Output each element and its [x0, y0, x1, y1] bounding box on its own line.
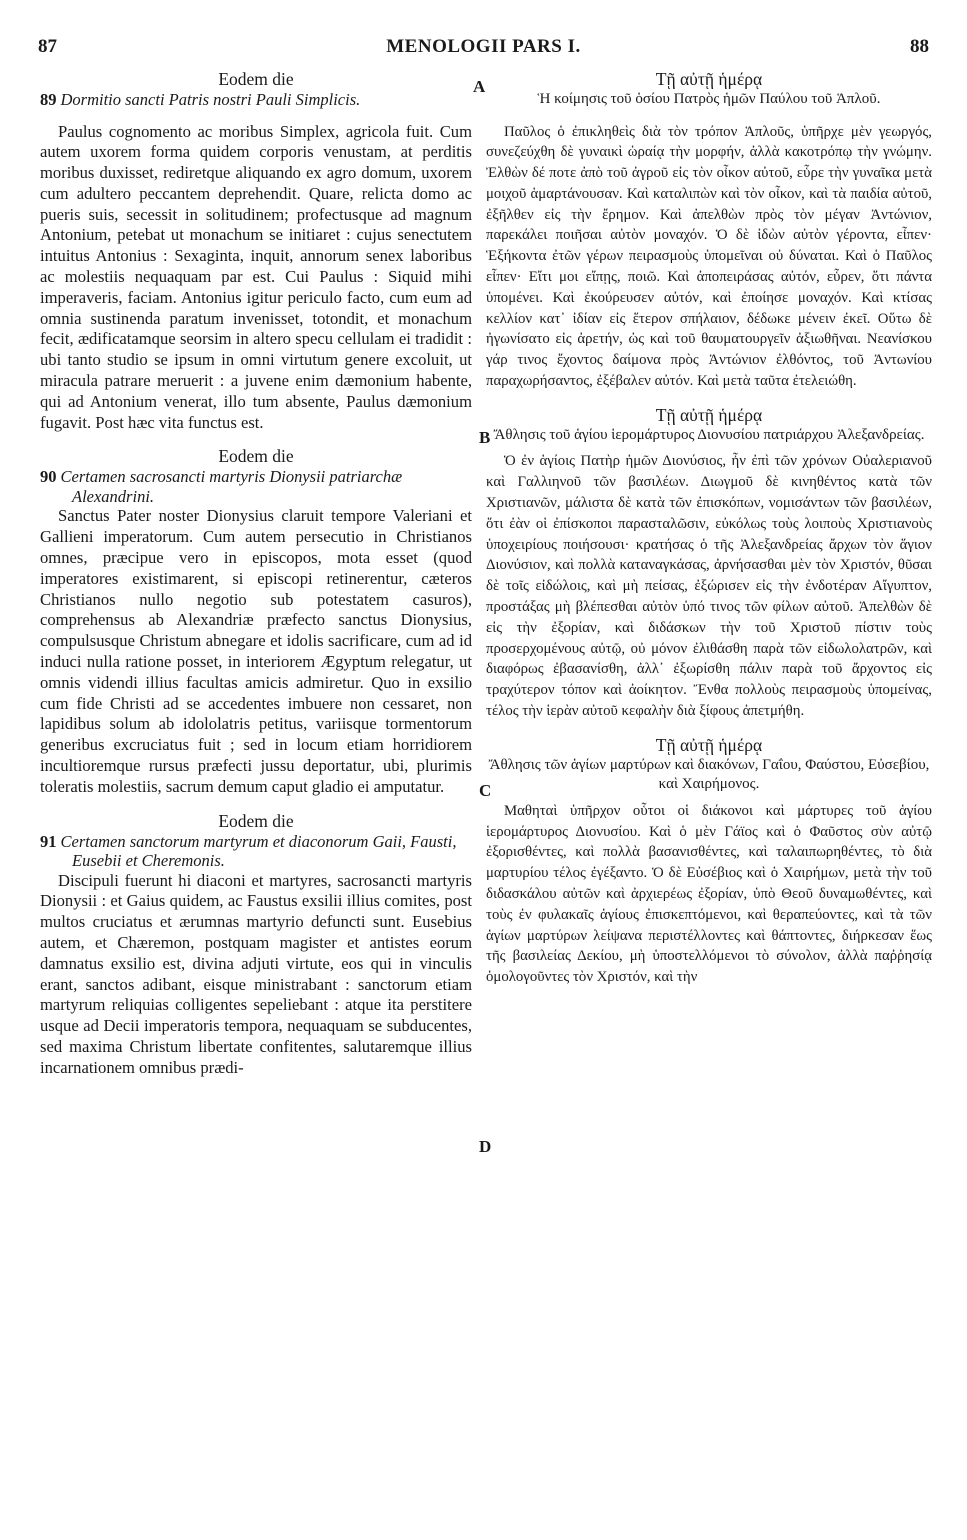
section-heading: Τῇ αὐτῇ ἡμέρᾳ [655, 404, 763, 425]
section-title [40, 90, 472, 110]
running-header [30, 36, 937, 62]
section-title-text: Dormitio sancti Patris nostri Pauli Simplicis. [60, 90, 361, 109]
page-number-left: 87 [38, 36, 57, 57]
section-number: 90 [40, 467, 57, 487]
page-number-right: 88 [910, 36, 929, 57]
section-title: Ἄθλησις τοῦ ἁγίου ἱερομάρτυρος Διονυσίου πατριάρχου Ἀλεξανδρείας. [493, 426, 925, 443]
section-title: Ἡ κοίμησις τοῦ ὁσίου Πατρὸς ἡμῶν Παύλου τοῦ Ἁπλοῦ. [537, 91, 881, 107]
margin-letter-b: B [479, 428, 491, 447]
section-body: Paulus cognomento ac moribus Simplex, agricola fuit. Cum autem uxorem forma quidem corporis venustam, at perditis moribus duxisset, rediretque aliquando ex agro domum, uxorem cum adultero peccantem deprehendit. Quare, relicta domo ac pueris suis, secessit in solitudinem; profectusque ad magnum Antonium, petebat ut monachum se initiaret : cujus senectutem intuitus Antonius : Sexaginta, inquit, annorum senex laboribus ac molestiis nequaquam par est. Cui Paulus : Siquid mihi imperaveris, faciam. Antonius igitur periculo facto, cum eum ad omnia sustinenda paratum invenisset, totondit, et monachum fecit, ædificatamque seorsim in altero specu cellulam ei tradidit : ubi tanto studio se ipsum in omni virtutum genere excoluit, ut miracula patrare meruerit : a juvene enim dæmonium habente, qui ad Antonium venerat, illo tum absente, Paulus dæmonium fugavit. Post hæc vita functus est. [40, 121, 472, 432]
section-heading: Eodem die [218, 446, 294, 467]
section-title [40, 832, 472, 871]
latin-section-89 [40, 68, 472, 433]
section-number: 91 [40, 831, 57, 851]
section-title-text: Certamen sacrosancti martyris Dionysii patriarchæ Alexandrini. [60, 467, 403, 506]
greek-section-2 [486, 404, 932, 722]
latin-section-90 [40, 445, 472, 797]
section-heading: Eodem die [218, 810, 294, 831]
section-title-text: Certamen sanctorum martyrum et diaconorum Gaii, Fausti, Eusebii et Cheremonis. [60, 831, 457, 871]
latin-column [40, 68, 472, 1079]
section-heading: Τῇ αὐτῇ ἡμέρᾳ [655, 734, 763, 755]
greek-section-1 [486, 68, 932, 392]
section-body: Discipuli fuerunt hi diaconi et martyres, sacrosancti martyris Dionysii : et Gaius quidem, ac Faustus exsilii illius comites, post multos cruciatus et ærumnas martyrio defuncti sunt. Eusebius autem, et Chæremon, postquam magister et antistes eorum damnatus exsilio est, divina adjuti virtute, eos qui in vinculis erant, sanctos adibant, eisque ministrabant : sanctorum etiam martyrum reliquias colligentes sepeliebant : atque ita perstitere usque ad Decii imperatoris tempora, nequaquam se subducentes, sed maxima Christum libertate confitentes, salutaremque illius incarnationem omnibus prædi- [40, 870, 472, 1077]
section-number: 89 [40, 90, 57, 109]
section-body: Μαθηταὶ ὑπῆρχον οὗτοι οἱ διάκονοι καὶ μάρτυρες τοῦ ἁγίου ἱερομάρτυρος Διονυσίου. Καὶ ὁ μὲν Γάϊος καὶ ὁ Φαῦστος σὺν αὐτῷ ἐξορισθέντες, καὶ πολλὰ βασανισθέντες, καὶ ταλαιπωρηθέντες, τὸ διὰ μαρτυρίου τέλος ἐγέξαντο. Ὁ δὲ Εὐσέβιος καὶ ὁ Χαιρήμων, μετὰ τὴν τοῦ διδασκάλου αὐτῶν καὶ ἀρχιερέως ἐξορίαν, ὑπὸ Θεοῦ δυναμωθέντες, καὶ τοὺς ἐν φυλακαῖς ἁγίους ἐπισκεπτόμενοι, καὶ θεραπεύοντες, καὶ τὰ τῶν ἁγίων μαρτύρων λείψανα περιστέλλοντες καὶ θάπτοντες, διήρκεσαν ἕως τῆς βασιλείας Δεκίου, μὴ ὑποστελλόμενοι τὸ σύνολον, ἀλλὰ παῤῥησίᾳ ὁμολογοῦντες τὸν Χριστόν, καὶ τὴν [486, 802, 932, 986]
section-heading: Eodem die [218, 69, 294, 89]
section-heading: Τῇ αὐτῇ ἡμέρᾳ [655, 69, 763, 89]
section-body: Ὁ ἐν ἁγίοις Πατὴρ ἡμῶν Διονύσιος, ἦν ἐπὶ τῶν χρόνων Οὐαλεριανοῦ καὶ Γαλλιηνοῦ τῶν βασιλέων. Διωγμοῦ δὲ κινηθέντος κατὰ τῶν Χριστιανῶν, μάλιστα δὲ κατὰ τῶν ἐπισκόπων, νομισάντων τῶν βασιλέων, ὅτι ἐὰν οἱ ἐπίσκοποι παρασταλῶσιν, εὐκόλως τοὺς λοιποὺς Χριστιανοὺς ὑποχειρίους ποιήσουσι· κρατήσας ὁ τῆς Ἀλεξανδρείας ἄρχων τὸν ἅγιον Διονύσιον, καὶ πολλὰ καταναγκάσας, ἀρνήσασθαι μὲν τὸν Χριστόν, θῦσαι δὲ τοῖς εἰδώλοις, καὶ μὴ πείσας, ἐξώρισεν εἰς τὴν ἐνδοτέραν Αἴγυπτον, προστάξας μὴ βλέπεσθαι αὐτὸν ὑπό τινος τῶν φίλων αὐτοῦ. Ἀπελθὼν δὲ εἰς τὴν ἐξορίαν, καὶ διδάσκων τὴν τοῦ Χριστοῦ πίστιν τοὺς προσερχομένους αὐτῷ, οὐ μόνον ἐλιθάσθη παρὰ τῶν εἰδωλολατρῶν, καὶ διαφόρως ἐβασανίσθη, ἀλλ᾽ ἐξωρίσθη πάλιν παρὰ τοῦ ἄρχοντος εἰς τραχύτερον τόπον καὶ ἀοίκητον. Ἔνθα πολλοὺς πειρασμοὺς ὑπομείνας, τέλος τὴν ἱερὰν αὐτοῦ κεφαλὴν διὰ ξίφους ἀπετμήθη. [486, 453, 932, 719]
margin-letter-d: D [479, 1137, 492, 1156]
section-body: Παῦλος ὁ ἐπικληθεὶς διὰ τὸν τρόπον Ἁπλοῦς, ὑπῆρχε μὲν γεωργός, συνεζεύχθη δὲ γυναικὶ ὡραίᾳ τὴν μορφήν, ἀλλὰ κακοτρόπῳ τὴν γνώμην. Ἐλθὼν δέ ποτε ἀπὸ τοῦ ἀγροῦ εἰς τὸν οἶκον αὐτοῦ, εὗρε τὴν γυναῖκα μετὰ μοιχοῦ ἁμαρτάνουσαν. Καὶ καταλιπὼν καὶ τὸν οἶκον, καὶ τὰ παιδία αὐτοῦ, ἐξῆλθεν εἰς τὴν ἔρημον. Καὶ ἀπελθὼν πρὸς τὸν μέγαν Ἀντώνιον, παρεκάλει ποιῆσαι αὐτὸν μοναχόν. Ὁ δὲ ἰδὼν αὐτὸν γέροντα, εἶπεν· Ἑξήκοντα ἐτῶν γέρων πειρασμοὺς ὑπομεῖναι οὐ δύναται. Καὶ ὁ Παῦλος εἶπεν· Εἴτι μοι εἴπῃς, ποιῶ. Καὶ ἀποπειράσας αὐτόν, εὗρεν, ὅτι πάντα ὑπομένει. Καὶ ἐκούρευσεν αὐτόν, καὶ ἐποίησε μοναχόν. Καὶ κτίσας κελλίον κατ᾽ ἰδίαν εἰς ἕτερον σπήλαιον, δέδωκε μένειν ἐκεῖ. Οὕτω δὲ ἠγωνίσατο εἰς ἀρετήν, ὡς καὶ τοῦ θαυματουργεῖν ἀξιωθῆναι. Νεανίσκου γάρ τινος ἔχοντος δαίμονα πρὸς Ἀντώνιον ἐλθόντος, τοῦ Ἀντωνίου παραχωρήσαντος, ἐξέβαλεν αὐτόν. Καὶ μετὰ ταῦτα ἐτελειώθη. [486, 123, 932, 390]
margin-letter-a: A [473, 77, 486, 96]
section-body: Sanctus Pater noster Dionysius claruit tempore Valeriani et Gallieni imperatorum. Cum autem persecutio in Christianos omnes, præcipue vero in episcopos, mota esset (quod imperatores existimarent, si episcopi retinerentur, cæteros Christianos nullo negotio sub potestatem casuros), comprehensus ab Alexandriæ præfecto sanctus Dionysius, compulsusque Christum abnegare et idolis sacrificare, cum ad id induci nulla ratione posset, in interiorem Ægyptum relegatur, ut omnis videndi illius facultas amicis admiretur. Quo in exsilio cum fide Christi ad se accedentes imbuere non cessaret, non lapidibus solum ab idololatris petitus, variisque tormentorum generibus excruciatus fuit ; sed in locum etiam horridiorem incultioremque rursus præfecti jussu deportatur, ubi, plurimis toleratis molestiis, sacrum demum caput gladio ei amputatur. [40, 506, 472, 796]
greek-section-3 [486, 734, 932, 988]
section-title [40, 467, 472, 506]
latin-section-91 [40, 810, 472, 1079]
greek-column [486, 68, 932, 988]
section-title: Ἄθλησις τῶν ἁγίων μαρτύρων καὶ διακόνων, Γαΐου, Φαύστου, Εὐσεβίου, καὶ Χαιρήμονος. [488, 756, 930, 793]
running-title: MENOLOGII PARS I. [386, 36, 581, 57]
margin-letter-c: C [479, 781, 492, 800]
